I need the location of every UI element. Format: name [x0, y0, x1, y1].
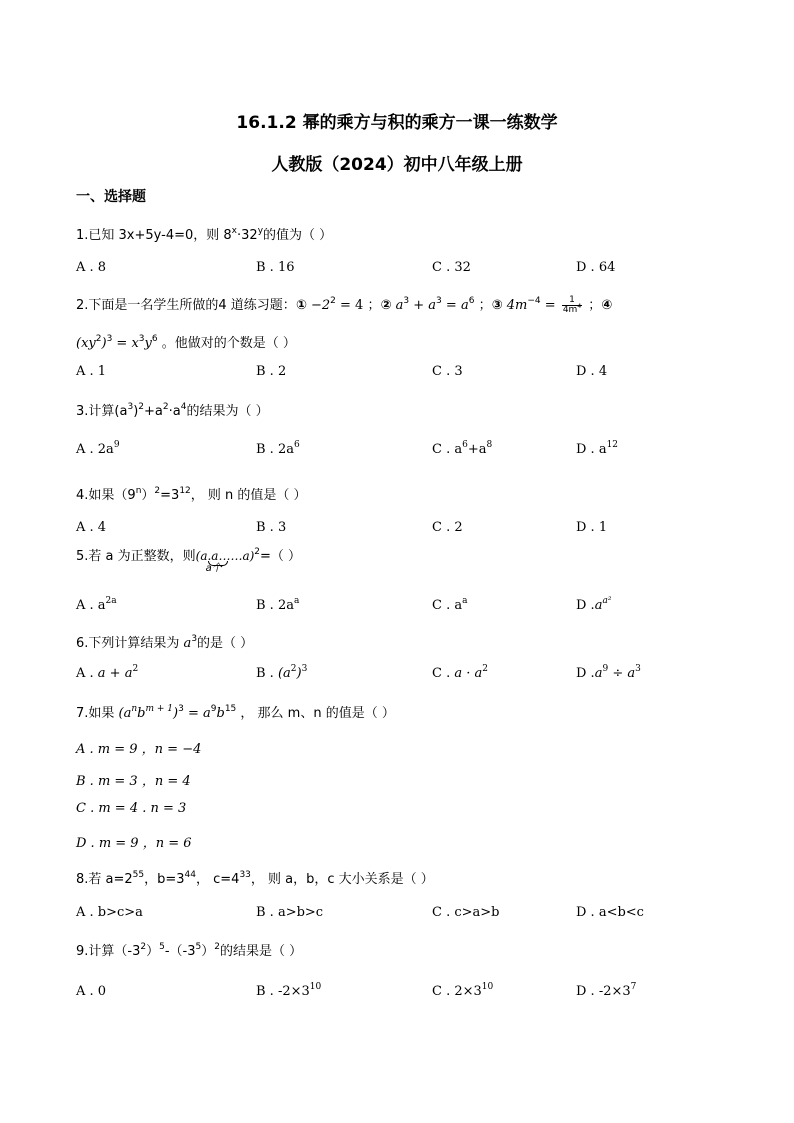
q7-option-a: A . m = 9 ，n = −4: [76, 742, 202, 757]
fraction: $\frac{1}{4m^4}$: [562, 295, 582, 315]
q1-option-d: D . 64: [576, 260, 616, 275]
q4-option-b: B . 3: [256, 520, 287, 535]
q5-option-a: A . $a^{2a}$: [76, 596, 117, 613]
q3-option-c: C . $a^6+a^8$: [432, 440, 493, 457]
q8-option-b: B . a>b>c: [256, 905, 324, 920]
q8-option-c: C . c>a>b: [432, 905, 500, 920]
q6-option-c: C . $a \cdot a^2$: [432, 664, 488, 681]
question-6: 6.下列计算结果为 $a^3$的是（ ）: [76, 634, 254, 651]
q6-option-a: A . $a + a^2$: [76, 664, 139, 681]
q6-option-d: D $.a^9 \div a^3$: [576, 664, 641, 681]
question-7: 7.如果 $(a^nb^{m + 1})^3 = a^9b^{15}$ ， 那么 m、n 的值是（ ）: [76, 704, 395, 721]
q4-option-d: D . 1: [576, 520, 608, 535]
q2-option-a: A . 1: [76, 364, 107, 379]
q1-option-c: C . 32: [432, 260, 471, 275]
brace-expression: (a.a……a)$^2$ a个: [195, 547, 261, 574]
page-subtitle: 人教版（2024）初中八年级上册: [271, 155, 523, 175]
question-2: 2.下面是一名学生所做的4 道练习题：① $-2^2 = 4$ ；② $a^3 + a^3 = a^6$ ；③ $4m^{-4}$ = $\frac{1}{4m^4}$ ；④: [76, 295, 613, 315]
q5-option-d: D $.a^{a^2}$: [576, 596, 612, 613]
q3-option-d: D . $a^{12}$: [576, 440, 619, 457]
q8-option-a: A . b>c>a: [76, 905, 143, 920]
q9-option-c: C . $2\times 3^{10}$: [432, 982, 494, 999]
q4-option-c: C . 2: [432, 520, 463, 535]
question-1: 1.已知 3x+5y-4=0，则 $8^x\cdot 32^y$的值为（ ）: [76, 226, 333, 243]
q6-option-b: B . $(a^2)^3$: [256, 664, 308, 681]
q3-option-b: B . $2a^6$: [256, 440, 300, 457]
q7-option-c: C . m = 4 . n = 3: [76, 801, 187, 816]
question-5: 5.若 a 为正整数，则(a.a……a)$^2$ a个 =（ ）: [76, 547, 302, 574]
q8-option-d: D . a<b<c: [576, 905, 644, 920]
q7-option-b: B . m = 3 ，n = 4: [76, 774, 191, 789]
q1-option-a: A . 8: [76, 260, 107, 275]
question-9: 9.计算$(-3^2)^5-(-3^5)^2$的结果是（ ）: [76, 942, 303, 959]
q7-option-d: D . m = 9 ，n = 6: [76, 836, 192, 851]
q9-option-a: A . 0: [76, 984, 107, 999]
q2-option-b: B . 2: [256, 364, 287, 379]
q4-option-a: A . 4: [76, 520, 107, 535]
q2-option-d: D . 4: [576, 364, 608, 379]
q9-option-d: D . $-2\times 3^7$: [576, 982, 637, 999]
q2-option-c: C . 3: [432, 364, 463, 379]
page-title: 16.1.2 幂的乘方与积的乘方一课一练数学: [236, 113, 558, 133]
section-title: 一、选择题: [76, 189, 146, 205]
question-8: 8.若 $a=2^{55}$，$b=3^{44}$， $c=4^{33}$， 则 a，b，c 大小关系是（ ）: [76, 870, 434, 887]
q5-option-c: C . $a^a$: [432, 596, 468, 613]
question-3: 3.计算$(a^3)^2+a^2\cdot a^4$的结果为（ ）: [76, 402, 269, 419]
q3-option-a: A . $2a^9$: [76, 440, 120, 457]
question-2-line-2: $(xy^2)^3 = x^3y^6$ 。他做对的个数是（ ）: [76, 334, 296, 351]
q1-option-b: B . 16: [256, 260, 295, 275]
q9-option-b: B . $-2\times 3^{10}$: [256, 982, 322, 999]
question-4: 4.如果$(9^n)^2=3^{12}$， 则 n 的值是（ ）: [76, 486, 307, 503]
q5-option-b: B . $2a^a$: [256, 596, 300, 613]
